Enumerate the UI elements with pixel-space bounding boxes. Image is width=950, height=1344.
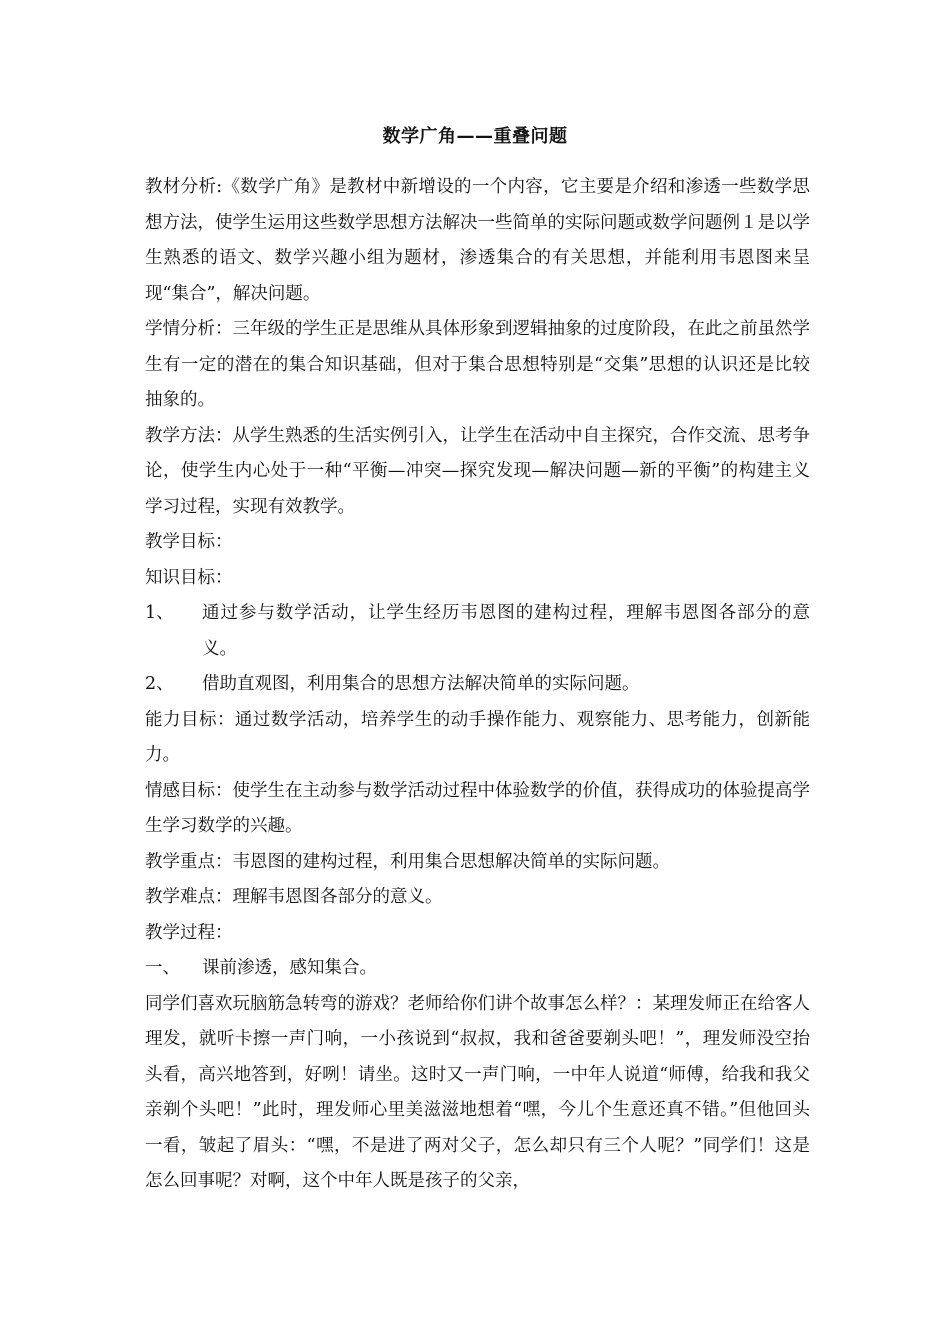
knowledge-goals-heading: 知识目标： bbox=[145, 567, 233, 588]
knowledge-item-1 bbox=[145, 596, 810, 667]
step-number: 一、 bbox=[145, 958, 180, 978]
difficult-points-paragraph: 教学难点：理解韦恩图各部分的意义。 bbox=[145, 887, 443, 907]
story-paragraph: 同学们喜欢玩脑筋急转弯的游戏？老师给你们讲个故事怎么样？：某理发师正在给客人理发，就听卡擦一声门响，一小孩说到“叔叔，我和爸爸要剃头吧！”，理发师没空抬头看，高兴地答到，好咧！请坐。这时又一声门响，一中年人说道“师傅，给我和我父亲剃个头吧！”此时，理发师心里美滋滋地想着“嘿，今儿个生意还真不错。”但他回头一看，皱起了眉头：“嘿，不是进了两对父子，怎么却只有三个人呢？”同学们！这是怎么回事呢？对啊，这个中年人既是孩子的父亲， bbox=[145, 993, 810, 1191]
process-step-1 bbox=[145, 951, 810, 987]
document-title: 数学广角——重叠问题 bbox=[382, 126, 568, 147]
step-text: 课前渗透，感知集合。 bbox=[202, 958, 377, 978]
teaching-process-heading: 教学过程： bbox=[145, 922, 233, 943]
knowledge-item-2 bbox=[145, 667, 810, 703]
teaching-goals-heading: 教学目标： bbox=[145, 532, 233, 552]
key-points-paragraph: 教学重点：韦恩图的建构过程，利用集合思想解决简单的实际问题。 bbox=[145, 851, 670, 872]
material-analysis-paragraph: 教材分析:《数学广角》是教材中新增设的一个内容，它主要是介绍和渗透一些数学思想方法，使学生运用这些数学思想方法解决一些简单的实际问题或数学问题例１是以学生熟悉的语文、数学兴趣小组为题材，渗透集合的有关思想，并能利用韦恩图来呈现“集合”，解决问题。 bbox=[145, 177, 810, 304]
list-item-text: 借助直观图，利用集合的思想方法解决简单的实际问题。 bbox=[202, 674, 640, 694]
list-item-number: 2、 bbox=[145, 674, 174, 694]
teaching-method-paragraph: 教学方法：从学生熟悉的生活实例引入，让学生在活动中自主探究，合作交流、思考争论，使学生内心处于一种“平衡—冲突—探究发现—解决问题—新的平衡”的构建主义学习过程，实现有效教学。 bbox=[145, 425, 810, 517]
student-analysis-paragraph: 学情分析：三年级的学生正是思维从具体形象到逻辑抽象的过度阶段，在此之前虽然学生有一定的潜在的集合知识基础，但对于集合思想特别是“交集”思想的认识还是比较抽象的。 bbox=[145, 319, 810, 410]
emotion-goals-paragraph: 情感目标：使学生在主动参与数学活动过程中体验数学的价值，获得成功的体验提高学生学习数学的兴趣。 bbox=[145, 780, 810, 836]
ability-goals-paragraph: 能力目标：通过数学活动，培养学生的动手操作能力、观察能力、思考能力，创新能力。 bbox=[145, 709, 810, 765]
list-item-number: 1、 bbox=[145, 603, 174, 623]
list-item-text: 通过参与数学活动，让学生经历韦恩图的建构过程，理解韦恩图各部分的意义。 bbox=[202, 603, 810, 659]
document-body bbox=[145, 170, 810, 1200]
